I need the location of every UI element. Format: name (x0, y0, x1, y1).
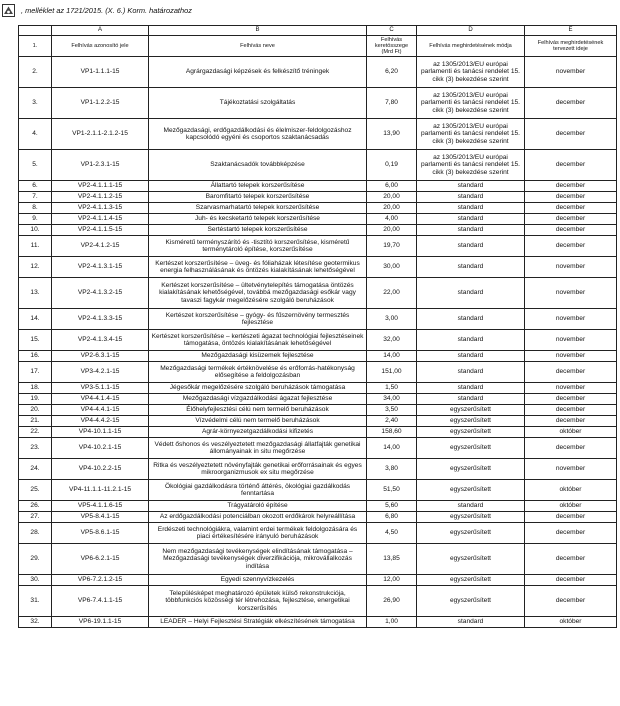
amount-cell: 7,80 (367, 88, 417, 119)
table-row (19, 427, 617, 438)
amount-cell: 3,80 (367, 459, 417, 480)
announcement-mode-cell: standard (417, 203, 525, 214)
table-row (19, 192, 617, 203)
planned-time-cell: december (525, 225, 617, 236)
announcement-mode-cell: az 1305/2013/EU európai parlamenti és tanácsi rendelet 15. cikk (3) bekezdése szerint (417, 150, 525, 181)
call-id-cell: VP5-8.4.1-15 (52, 512, 149, 523)
call-id-cell: VP4-4.1.4-15 (52, 394, 149, 405)
table-row (19, 512, 617, 523)
header-cell: Felhívás neve (149, 36, 367, 57)
table-row (19, 203, 617, 214)
planned-time-cell: december (525, 544, 617, 575)
call-id-cell: VP2-4.1.3.2-15 (52, 278, 149, 309)
table-row (19, 480, 617, 501)
announcement-mode-cell: egyszerűsített (417, 523, 525, 544)
call-id-cell: VP1-1.1.1-15 (52, 57, 149, 88)
call-id-cell: VP3-5.1.1-15 (52, 383, 149, 394)
amount-cell: 0,19 (367, 150, 417, 181)
table-row (19, 57, 617, 88)
table-row (19, 309, 617, 330)
call-id-cell: VP2-4.1.2-15 (52, 236, 149, 257)
call-id-cell: VP1-1.2.2-15 (52, 88, 149, 119)
planned-time-cell: december (525, 416, 617, 427)
call-id-cell: VP1-2.1.1-2.1.2-15 (52, 119, 149, 150)
table-row (19, 523, 617, 544)
planned-time-cell: december (525, 88, 617, 119)
table-row (19, 405, 617, 416)
amount-cell: 3,50 (367, 405, 417, 416)
announcement-mode-cell: standard (417, 501, 525, 512)
row-number-cell: 20. (19, 405, 52, 416)
announcement-mode-cell: standard (417, 225, 525, 236)
row-number-cell: 13. (19, 278, 52, 309)
call-name-cell: LEADER – Helyi Fejlesztési Stratégiák elkészítésének támogatása (149, 617, 367, 628)
planned-time-cell: december (525, 192, 617, 203)
amount-cell: 13,90 (367, 119, 417, 150)
column-letter: E (525, 26, 617, 36)
planned-time-cell: december (525, 203, 617, 214)
row-number-cell: 26. (19, 501, 52, 512)
row-number-cell: 8. (19, 203, 52, 214)
amount-cell: 6,20 (367, 57, 417, 88)
planned-time-cell: december (525, 394, 617, 405)
announcement-mode-cell: standard (417, 192, 525, 203)
row-number-cell: 22. (19, 427, 52, 438)
announcement-mode-cell: standard (417, 330, 525, 351)
row-number-cell: 30. (19, 575, 52, 586)
header-cell: Felhívás meghirdetésének módja (417, 36, 525, 57)
amount-cell: 6,80 (367, 512, 417, 523)
planned-time-cell: december (525, 586, 617, 617)
planned-time-cell: november (525, 278, 617, 309)
header-cell: Felhívás keretösszege (Mrd Ft) (367, 36, 417, 57)
table-row (19, 416, 617, 427)
row-number-cell: 32. (19, 617, 52, 628)
announcement-mode-cell: az 1305/2013/EU európai parlamenti és tanácsi rendelet 15. cikk (3) bekezdése szerint (417, 57, 525, 88)
amount-cell: 6,00 (367, 181, 417, 192)
announcement-mode-cell: egyszerűsített (417, 427, 525, 438)
call-id-cell: VP1-2.3.1-15 (52, 150, 149, 181)
amount-cell: 4,50 (367, 523, 417, 544)
call-name-cell: Vízvédelmi célú nem termelő beruházások (149, 416, 367, 427)
planned-time-cell: november (525, 330, 617, 351)
amount-cell: 12,00 (367, 575, 417, 586)
planned-time-cell: október (525, 501, 617, 512)
column-letter: D (417, 26, 525, 36)
planned-time-cell: november (525, 57, 617, 88)
call-name-cell: Erdészeti technológiákra, valamint erdei termékek feldolgozására és piaci értékesítésére irányuló beruházások (149, 523, 367, 544)
amount-cell: 1,50 (367, 383, 417, 394)
planned-time-cell: december (525, 405, 617, 416)
announcement-mode-cell: standard (417, 617, 525, 628)
amount-cell: 5,60 (367, 501, 417, 512)
table-row (19, 586, 617, 617)
row-number-cell: 9. (19, 214, 52, 225)
announcement-mode-cell: standard (417, 214, 525, 225)
document-header (2, 2, 192, 18)
header-row (19, 36, 617, 57)
call-name-cell: Szaktanácsadók továbbképzése (149, 150, 367, 181)
planned-time-cell: október (525, 617, 617, 628)
amount-cell: 14,00 (367, 438, 417, 459)
call-name-cell: Mezőgazdasági, erdőgazdálkodási és élelmiszer-feldolgozáshoz kapcsolódó egyéni és csoportos szaktanácsadás (149, 119, 367, 150)
announcement-mode-cell: standard (417, 394, 525, 405)
table-row (19, 459, 617, 480)
amount-cell: 32,00 (367, 330, 417, 351)
table-row (19, 438, 617, 459)
call-name-cell: Baromfitartó telepek korszerűsítése (149, 192, 367, 203)
row-number-cell: 27. (19, 512, 52, 523)
table-body (19, 26, 617, 628)
announcement-mode-cell: standard (417, 257, 525, 278)
call-name-cell: Kertészet korszerűsítése – kertészeti ágazat technológiai fejlesztéseinek támogatása, öntözés kialakításának lehetőségével (149, 330, 367, 351)
announcement-mode-cell: standard (417, 362, 525, 383)
call-id-cell: VP5-8.6.1-15 (52, 523, 149, 544)
call-id-cell: VP6-7.2.1.2-15 (52, 575, 149, 586)
table-row (19, 575, 617, 586)
call-name-cell: Agrárgazdasági képzések és felkészítő tréningek (149, 57, 367, 88)
row-number-cell: 7. (19, 192, 52, 203)
call-name-cell: Trágyatároló építése (149, 501, 367, 512)
document-emblem-icon (2, 4, 15, 17)
header-cell: Felhívás azonosító jele (52, 36, 149, 57)
table-row (19, 119, 617, 150)
call-name-cell: Egyedi szennyvízkezelés (149, 575, 367, 586)
row-number-cell: 12. (19, 257, 52, 278)
planned-time-cell: december (525, 575, 617, 586)
table-row (19, 617, 617, 628)
call-id-cell: VP2-4.1.3.1-15 (52, 257, 149, 278)
table-row (19, 362, 617, 383)
amount-cell: 1,00 (367, 617, 417, 628)
planned-time-cell: november (525, 257, 617, 278)
call-name-cell: Mezőgazdasági vízgazdálkodási ágazat fejlesztése (149, 394, 367, 405)
call-id-cell: VP4-10.2.1-15 (52, 438, 149, 459)
call-id-cell: VP4-4.4.1-15 (52, 405, 149, 416)
document-caption: , melléklet az 1721/2015. (X. 6.) Korm. határozathoz (21, 5, 192, 15)
row-number-cell: 15. (19, 330, 52, 351)
call-id-cell: VP4-10.2.2-15 (52, 459, 149, 480)
amount-cell: 51,50 (367, 480, 417, 501)
call-name-cell: Mezőgazdasági termékek értéknövelése és erőforrás-hatékonyság elősegítése a feldolgozásban (149, 362, 367, 383)
amount-cell: 20,00 (367, 225, 417, 236)
call-id-cell: VP2-4.1.1.2-15 (52, 192, 149, 203)
table-row (19, 88, 617, 119)
planned-time-cell: október (525, 480, 617, 501)
call-name-cell: Állattartó telepek korszerűsítése (149, 181, 367, 192)
call-name-cell: Ritka és veszélyeztetett növényfajták genetikai erőforrásainak és egyes mikroorganizmusok ex situ megőrzése (149, 459, 367, 480)
amount-cell: 2,40 (367, 416, 417, 427)
table-row (19, 278, 617, 309)
amount-cell: 14,00 (367, 351, 417, 362)
call-name-cell: Agrár-környezetgazdálkodási kifizetés (149, 427, 367, 438)
table-row (19, 501, 617, 512)
call-name-cell: Jégesőkár megelőzésére szolgáló beruházások támogatása (149, 383, 367, 394)
column-letter (19, 26, 52, 36)
row-number-cell: 19. (19, 394, 52, 405)
amount-cell: 158,60 (367, 427, 417, 438)
call-name-cell: Nem mezőgazdasági tevékenységek elindításának támogatása – Mezőgazdasági tevékenységek diverzifikációja, mikrovállalkozás indítása (149, 544, 367, 575)
row-number-cell: 25. (19, 480, 52, 501)
announcement-mode-cell: egyszerűsített (417, 586, 525, 617)
planned-time-cell: október (525, 427, 617, 438)
table-row (19, 181, 617, 192)
row-number-cell: 17. (19, 362, 52, 383)
planned-time-cell: november (525, 459, 617, 480)
amount-cell: 3,00 (367, 309, 417, 330)
call-name-cell: Kertészet korszerűsítése – üveg- és fóliaházak létesítése geotermikus energia felhasználásának és öntözés kialakításának lehetőségével (149, 257, 367, 278)
table-row (19, 394, 617, 405)
amount-cell: 20,00 (367, 192, 417, 203)
call-id-cell: VP2-4.1.1.3-15 (52, 203, 149, 214)
planned-time-cell: december (525, 438, 617, 459)
call-name-cell: Mezőgazdasági kisüzemek fejlesztése (149, 351, 367, 362)
announcement-mode-cell: standard (417, 236, 525, 257)
table-row (19, 150, 617, 181)
call-id-cell: VP6-19.1.1-15 (52, 617, 149, 628)
planned-time-cell: december (525, 119, 617, 150)
amount-cell: 13,85 (367, 544, 417, 575)
amount-cell: 151,00 (367, 362, 417, 383)
announcement-mode-cell: standard (417, 383, 525, 394)
announcement-mode-cell: az 1305/2013/EU európai parlamenti és tanácsi rendelet 15. cikk (3) bekezdése szerint (417, 88, 525, 119)
call-id-cell: VP2-4.1.1.5-15 (52, 225, 149, 236)
row-number-cell: 24. (19, 459, 52, 480)
call-id-cell: VP4-4.4.2-15 (52, 416, 149, 427)
row-number-cell: 11. (19, 236, 52, 257)
announcement-mode-cell: egyszerűsített (417, 544, 525, 575)
announcement-mode-cell: egyszerűsített (417, 512, 525, 523)
call-id-cell: VP6-6.2.1-15 (52, 544, 149, 575)
call-id-cell: VP2-4.1.3.3-15 (52, 309, 149, 330)
amount-cell: 34,00 (367, 394, 417, 405)
call-id-cell: VP5-4.1.1.6-15 (52, 501, 149, 512)
planned-time-cell: november (525, 309, 617, 330)
call-name-cell: Sertéstartó telepek korszerűsítése (149, 225, 367, 236)
planned-time-cell: december (525, 523, 617, 544)
table-row (19, 544, 617, 575)
call-id-cell: VP6-7.4.1.1-15 (52, 586, 149, 617)
call-id-cell: VP2-4.1.1.4-15 (52, 214, 149, 225)
column-letter: B (149, 26, 367, 36)
row-number-cell: 21. (19, 416, 52, 427)
call-id-cell: VP2-6.3.1-15 (52, 351, 149, 362)
table-row (19, 351, 617, 362)
call-name-cell: Az erdőgazdálkodási potenciálban okozott erdőkárok helyreállítása (149, 512, 367, 523)
header-cell: 1. (19, 36, 52, 57)
call-id-cell: VP4-11.1.1-11.2.1-15 (52, 480, 149, 501)
row-number-cell: 5. (19, 150, 52, 181)
row-number-cell: 2. (19, 57, 52, 88)
amount-cell: 22,00 (367, 278, 417, 309)
announcement-mode-cell: az 1305/2013/EU európai parlamenti és tanácsi rendelet 15. cikk (3) bekezdése szerint (417, 119, 525, 150)
column-letter: A (52, 26, 149, 36)
row-number-cell: 18. (19, 383, 52, 394)
amount-cell: 26,90 (367, 586, 417, 617)
planned-time-cell: december (525, 214, 617, 225)
announcement-mode-cell: standard (417, 309, 525, 330)
planned-time-cell: december (525, 512, 617, 523)
announcement-mode-cell: standard (417, 351, 525, 362)
amount-cell: 30,00 (367, 257, 417, 278)
amount-cell: 19,70 (367, 236, 417, 257)
planned-time-cell: november (525, 383, 617, 394)
row-number-cell: 16. (19, 351, 52, 362)
call-name-cell: Élőhelyfejlesztési célú nem termelő beruházások (149, 405, 367, 416)
call-id-cell: VP4-10.1.1-15 (52, 427, 149, 438)
table-row (19, 236, 617, 257)
amount-cell: 20,00 (367, 203, 417, 214)
call-id-cell: VP2-4.1.3.4-15 (52, 330, 149, 351)
row-number-cell: 10. (19, 225, 52, 236)
planned-time-cell: december (525, 362, 617, 383)
announcement-mode-cell: egyszerűsített (417, 438, 525, 459)
planned-time-cell: december (525, 236, 617, 257)
announcement-mode-cell: standard (417, 278, 525, 309)
funding-calls-table (18, 25, 617, 628)
column-letter: C (367, 26, 417, 36)
row-number-cell: 4. (19, 119, 52, 150)
row-number-cell: 6. (19, 181, 52, 192)
planned-time-cell: december (525, 150, 617, 181)
column-letter-row (19, 26, 617, 36)
call-id-cell: VP3-4.2.1-15 (52, 362, 149, 383)
table-row (19, 214, 617, 225)
table-row (19, 330, 617, 351)
row-number-cell: 23. (19, 438, 52, 459)
announcement-mode-cell: egyszerűsített (417, 416, 525, 427)
row-number-cell: 3. (19, 88, 52, 119)
row-number-cell: 14. (19, 309, 52, 330)
announcement-mode-cell: egyszerűsített (417, 575, 525, 586)
announcement-mode-cell: egyszerűsített (417, 480, 525, 501)
amount-cell: 4,00 (367, 214, 417, 225)
call-name-cell: Kertészet korszerűsítése – ültetvénytelepítés támogatása öntözés kialakításának lehetőségével, továbbá mezőgazdasági esőkár vagy tavaszi fagykár megelőzésére szolgáló beruházások (149, 278, 367, 309)
call-name-cell: Kertészet korszerűsítése – gyógy- és fűszernövény termesztés fejlesztése (149, 309, 367, 330)
table-row (19, 257, 617, 278)
announcement-mode-cell: standard (417, 181, 525, 192)
table-row (19, 225, 617, 236)
call-name-cell: Kisméretű terményszárító és -tisztító korszerűsítése, kisméretű terménytároló építése, korszerűsítése (149, 236, 367, 257)
call-name-cell: Juh- és kecsketartó telepek korszerűsítése (149, 214, 367, 225)
call-name-cell: Szarvasmarhatartó telepek korszerűsítése (149, 203, 367, 214)
announcement-mode-cell: egyszerűsített (417, 459, 525, 480)
planned-time-cell: november (525, 351, 617, 362)
row-number-cell: 28. (19, 523, 52, 544)
call-name-cell: Tájékoztatási szolgáltatás (149, 88, 367, 119)
call-name-cell: Településképet meghatározó épületek külső rekonstrukciója, többfunkciós közösségi tér létrehozása, fejlesztése, energetikai korszerűsítés (149, 586, 367, 617)
announcement-mode-cell: egyszerűsített (417, 405, 525, 416)
call-id-cell: VP2-4.1.1.1-15 (52, 181, 149, 192)
call-name-cell: Ökológiai gazdálkodásra történő áttérés, ökológiai gazdálkodás fenntartása (149, 480, 367, 501)
row-number-cell: 29. (19, 544, 52, 575)
row-number-cell: 31. (19, 586, 52, 617)
header-cell: Felhívás meghirdetésének tervezett ideje (525, 36, 617, 57)
table-row (19, 383, 617, 394)
planned-time-cell: december (525, 181, 617, 192)
call-name-cell: Védett őshonos és veszélyeztetett mezőgazdasági állatfajták genetikai állományainak in situ megőrzése (149, 438, 367, 459)
